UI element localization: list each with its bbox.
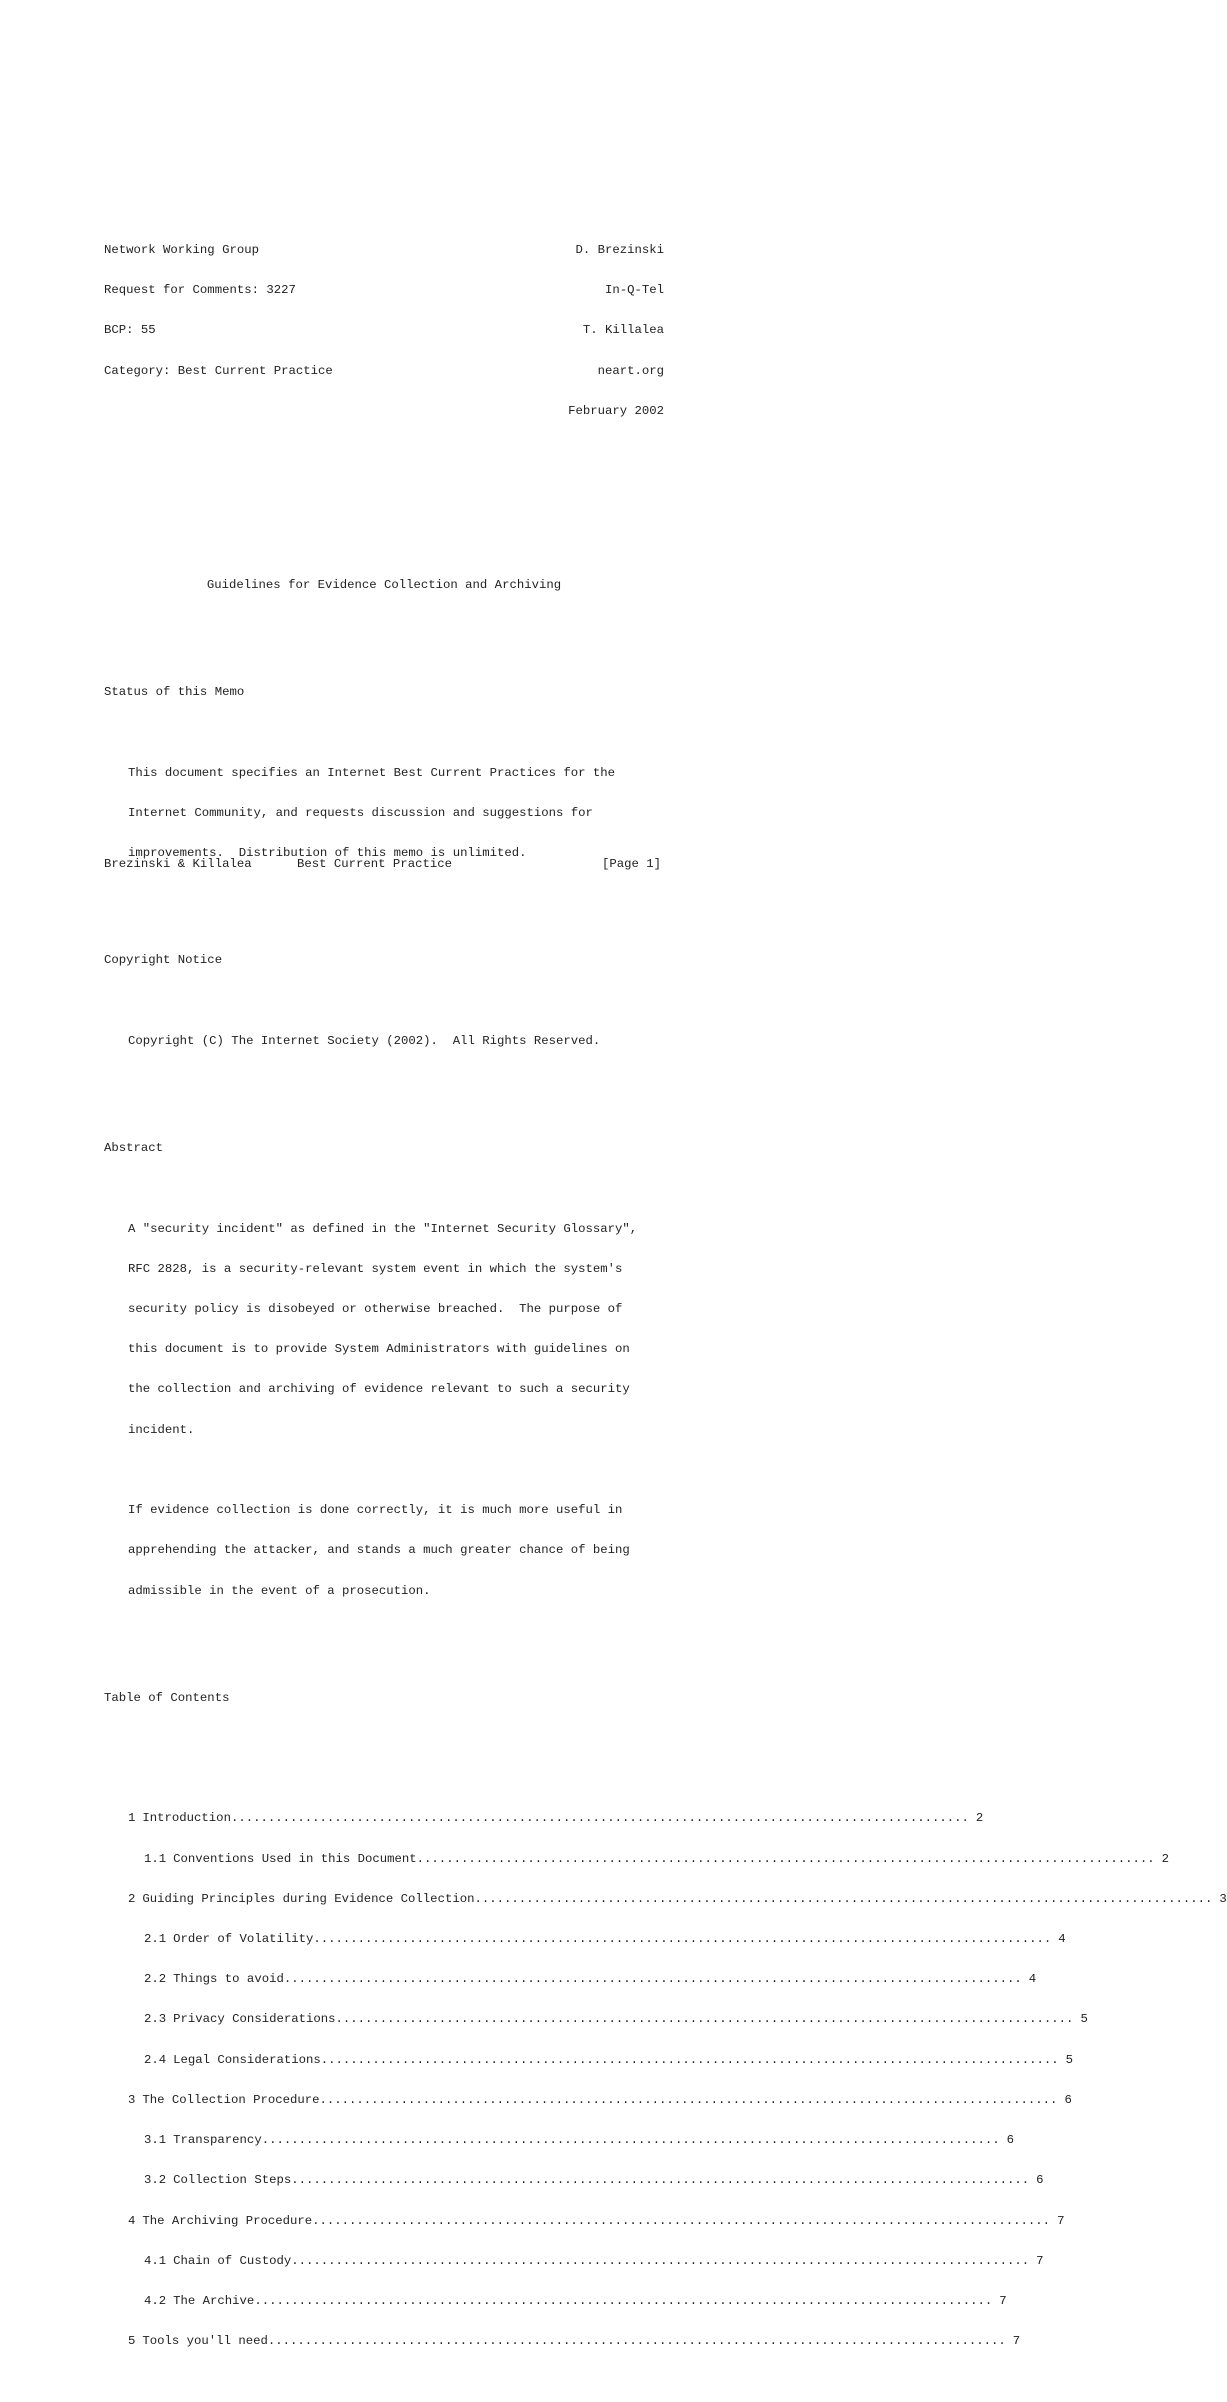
- header-row: [104, 284, 664, 297]
- bcp-number: BCP: 55: [104, 323, 156, 338]
- author-2-org: neart.org: [597, 363, 664, 378]
- header-row: [104, 405, 664, 418]
- toc-entry[interactable]: [104, 2213, 1065, 2228]
- toc-label: Introduction: [142, 1811, 231, 1826]
- toc-number: 4: [128, 2213, 136, 2228]
- rfc-number: Request for Comments: 3227: [104, 283, 296, 298]
- toc-number: 3.2: [144, 2173, 167, 2188]
- toc-page: 6: [1036, 2173, 1044, 2188]
- toc-entry[interactable]: [104, 1891, 1227, 1906]
- toc-label: The Archive: [173, 2294, 255, 2309]
- toc-entry[interactable]: [104, 1932, 1066, 1947]
- abstract-line: incident.: [128, 1422, 195, 1437]
- toc-leader: [321, 2054, 1059, 2067]
- toc-number: 3.1: [144, 2133, 167, 2148]
- toc-page: 4: [1028, 1972, 1037, 1987]
- toc-number: 3: [128, 2092, 136, 2107]
- author-1-org: In-Q-Tel: [604, 283, 664, 298]
- toc-leader: [336, 2013, 1074, 2026]
- copyright-text: Copyright (C) The Internet Society (2002). All Rights Reserved.: [128, 1033, 601, 1048]
- toc-page: 2: [1161, 1851, 1169, 1866]
- author-2: T. Killalea: [582, 323, 664, 338]
- abstract-line: admissible in the event of a prosecution.: [128, 1583, 431, 1598]
- toc-page: 7: [999, 2294, 1007, 2309]
- footer-page-number: [Page 1]: [601, 857, 661, 871]
- toc-number: 2: [128, 1891, 136, 1906]
- status-line: improvements. Distribution of this memo is unlimited.: [128, 846, 527, 861]
- toc-leader: [291, 2174, 1029, 2187]
- toc-label: Collection Steps: [173, 2173, 292, 2188]
- toc-number: 1.1: [144, 1851, 167, 1866]
- abstract-line: security policy is disobeyed or otherwise breached. The purpose of: [128, 1302, 623, 1316]
- toc-page: 3: [1219, 1891, 1227, 1906]
- toc-page: 5: [1065, 2052, 1074, 2067]
- abstract-line: A "security incident" as defined in the "Internet Security Glossary",: [128, 1221, 638, 1236]
- toc-entry[interactable]: [104, 2173, 1044, 2188]
- toc-leader: [284, 1973, 1022, 1986]
- abstract-line: this document is to provide System Administrators with guidelines on: [128, 1342, 630, 1357]
- working-group: Network Working Group: [104, 243, 259, 258]
- header-row: [104, 365, 664, 378]
- status-line: This document specifies an Internet Best Current Practices for the: [128, 765, 616, 780]
- toc-heading: Table of Contents: [104, 1690, 230, 1705]
- toc-leader: [474, 1893, 1212, 1906]
- toc-leader: [320, 2094, 1058, 2107]
- toc-label: The Archiving Procedure: [142, 2213, 313, 2228]
- toc-label: Privacy Considerations: [173, 2012, 336, 2027]
- toc-page: 6: [1006, 2133, 1015, 2148]
- toc-leader: [312, 2215, 1050, 2228]
- status-heading: Status of this Memo: [104, 685, 245, 700]
- footer-authors: Brezinski & Killalea: [104, 857, 252, 871]
- toc-entry[interactable]: [104, 2334, 1021, 2349]
- toc-entry[interactable]: [104, 2012, 1088, 2027]
- toc-page: 4: [1058, 1932, 1066, 1947]
- toc-label: Order of Volatility: [173, 1932, 314, 1947]
- toc-number: 4.1: [144, 2253, 167, 2268]
- category: Category: Best Current Practice: [104, 363, 333, 378]
- toc-number: 2.4: [144, 2052, 167, 2067]
- toc-label: Transparency: [173, 2133, 262, 2148]
- status-line: Internet Community, and requests discussion and suggestions for: [128, 806, 593, 821]
- toc-page: 7: [1012, 2334, 1021, 2349]
- toc-leader: [262, 2134, 1000, 2147]
- toc-label: Conventions Used in this Document: [173, 1851, 417, 1866]
- toc-label: Chain of Custody: [173, 2253, 292, 2268]
- header-row: [104, 244, 664, 257]
- abstract-line: apprehending the attacker, and stands a much greater chance of being: [128, 1543, 630, 1558]
- toc-entry[interactable]: [104, 2133, 1015, 2148]
- toc-label: Tools you'll need: [142, 2334, 268, 2349]
- toc-label: Legal Considerations: [173, 2052, 321, 2067]
- toc-leader: [291, 2255, 1029, 2268]
- toc-leader: [254, 2295, 992, 2308]
- abstract-line: RFC 2828, is a security-relevant system event in which the system's: [128, 1261, 623, 1276]
- toc-leader: [231, 1812, 969, 1825]
- toc-leader: [313, 1933, 1051, 1946]
- toc-page: 7: [1057, 2213, 1065, 2228]
- header-row: [104, 324, 664, 337]
- toc-page: 6: [1064, 2092, 1072, 2107]
- toc-entry[interactable]: [104, 2253, 1044, 2268]
- toc-number: 1: [128, 1811, 136, 1826]
- toc-number: 2.2: [144, 1972, 167, 1987]
- document-title: Guidelines for Evidence Collection and Archiving: [206, 578, 562, 593]
- toc-number: 2.3: [144, 2012, 167, 2027]
- toc-entry[interactable]: [104, 1972, 1037, 1987]
- toc-page: 5: [1080, 2012, 1088, 2027]
- toc-number: 5: [128, 2334, 136, 2349]
- toc-page: 7: [1036, 2253, 1044, 2268]
- toc-label: Things to avoid: [173, 1972, 284, 1987]
- abstract-line: If evidence collection is done correctly, it is much more useful in: [128, 1503, 623, 1518]
- publication-date: February 2002: [568, 403, 664, 418]
- rfc-document: [104, 177, 1227, 2402]
- toc-leader: [417, 1853, 1155, 1866]
- toc-number: 2.1: [144, 1932, 167, 1947]
- toc-entry[interactable]: [104, 2294, 1007, 2309]
- toc-leader: [268, 2335, 1006, 2348]
- abstract-heading: Abstract: [104, 1141, 164, 1156]
- table-of-contents: [104, 1786, 1227, 2376]
- toc-page: 2: [975, 1811, 984, 1826]
- toc-label: Guiding Principles during Evidence Collection: [142, 1891, 475, 1906]
- page-footer: [104, 858, 661, 871]
- toc-entry[interactable]: [104, 1811, 984, 1826]
- abstract-line: the collection and archiving of evidence relevant to such a security: [128, 1382, 630, 1397]
- toc-entry[interactable]: [104, 1851, 1169, 1866]
- toc-number: 4.2: [144, 2294, 167, 2309]
- document-header: [104, 217, 664, 445]
- author-1: D. Brezinski: [575, 243, 664, 258]
- footer-category: Best Current Practice: [297, 857, 452, 871]
- toc-entry[interactable]: [104, 2092, 1072, 2107]
- toc-label: The Collection Procedure: [142, 2092, 320, 2107]
- toc-entry[interactable]: [104, 2052, 1074, 2067]
- copyright-heading: Copyright Notice: [104, 953, 223, 968]
